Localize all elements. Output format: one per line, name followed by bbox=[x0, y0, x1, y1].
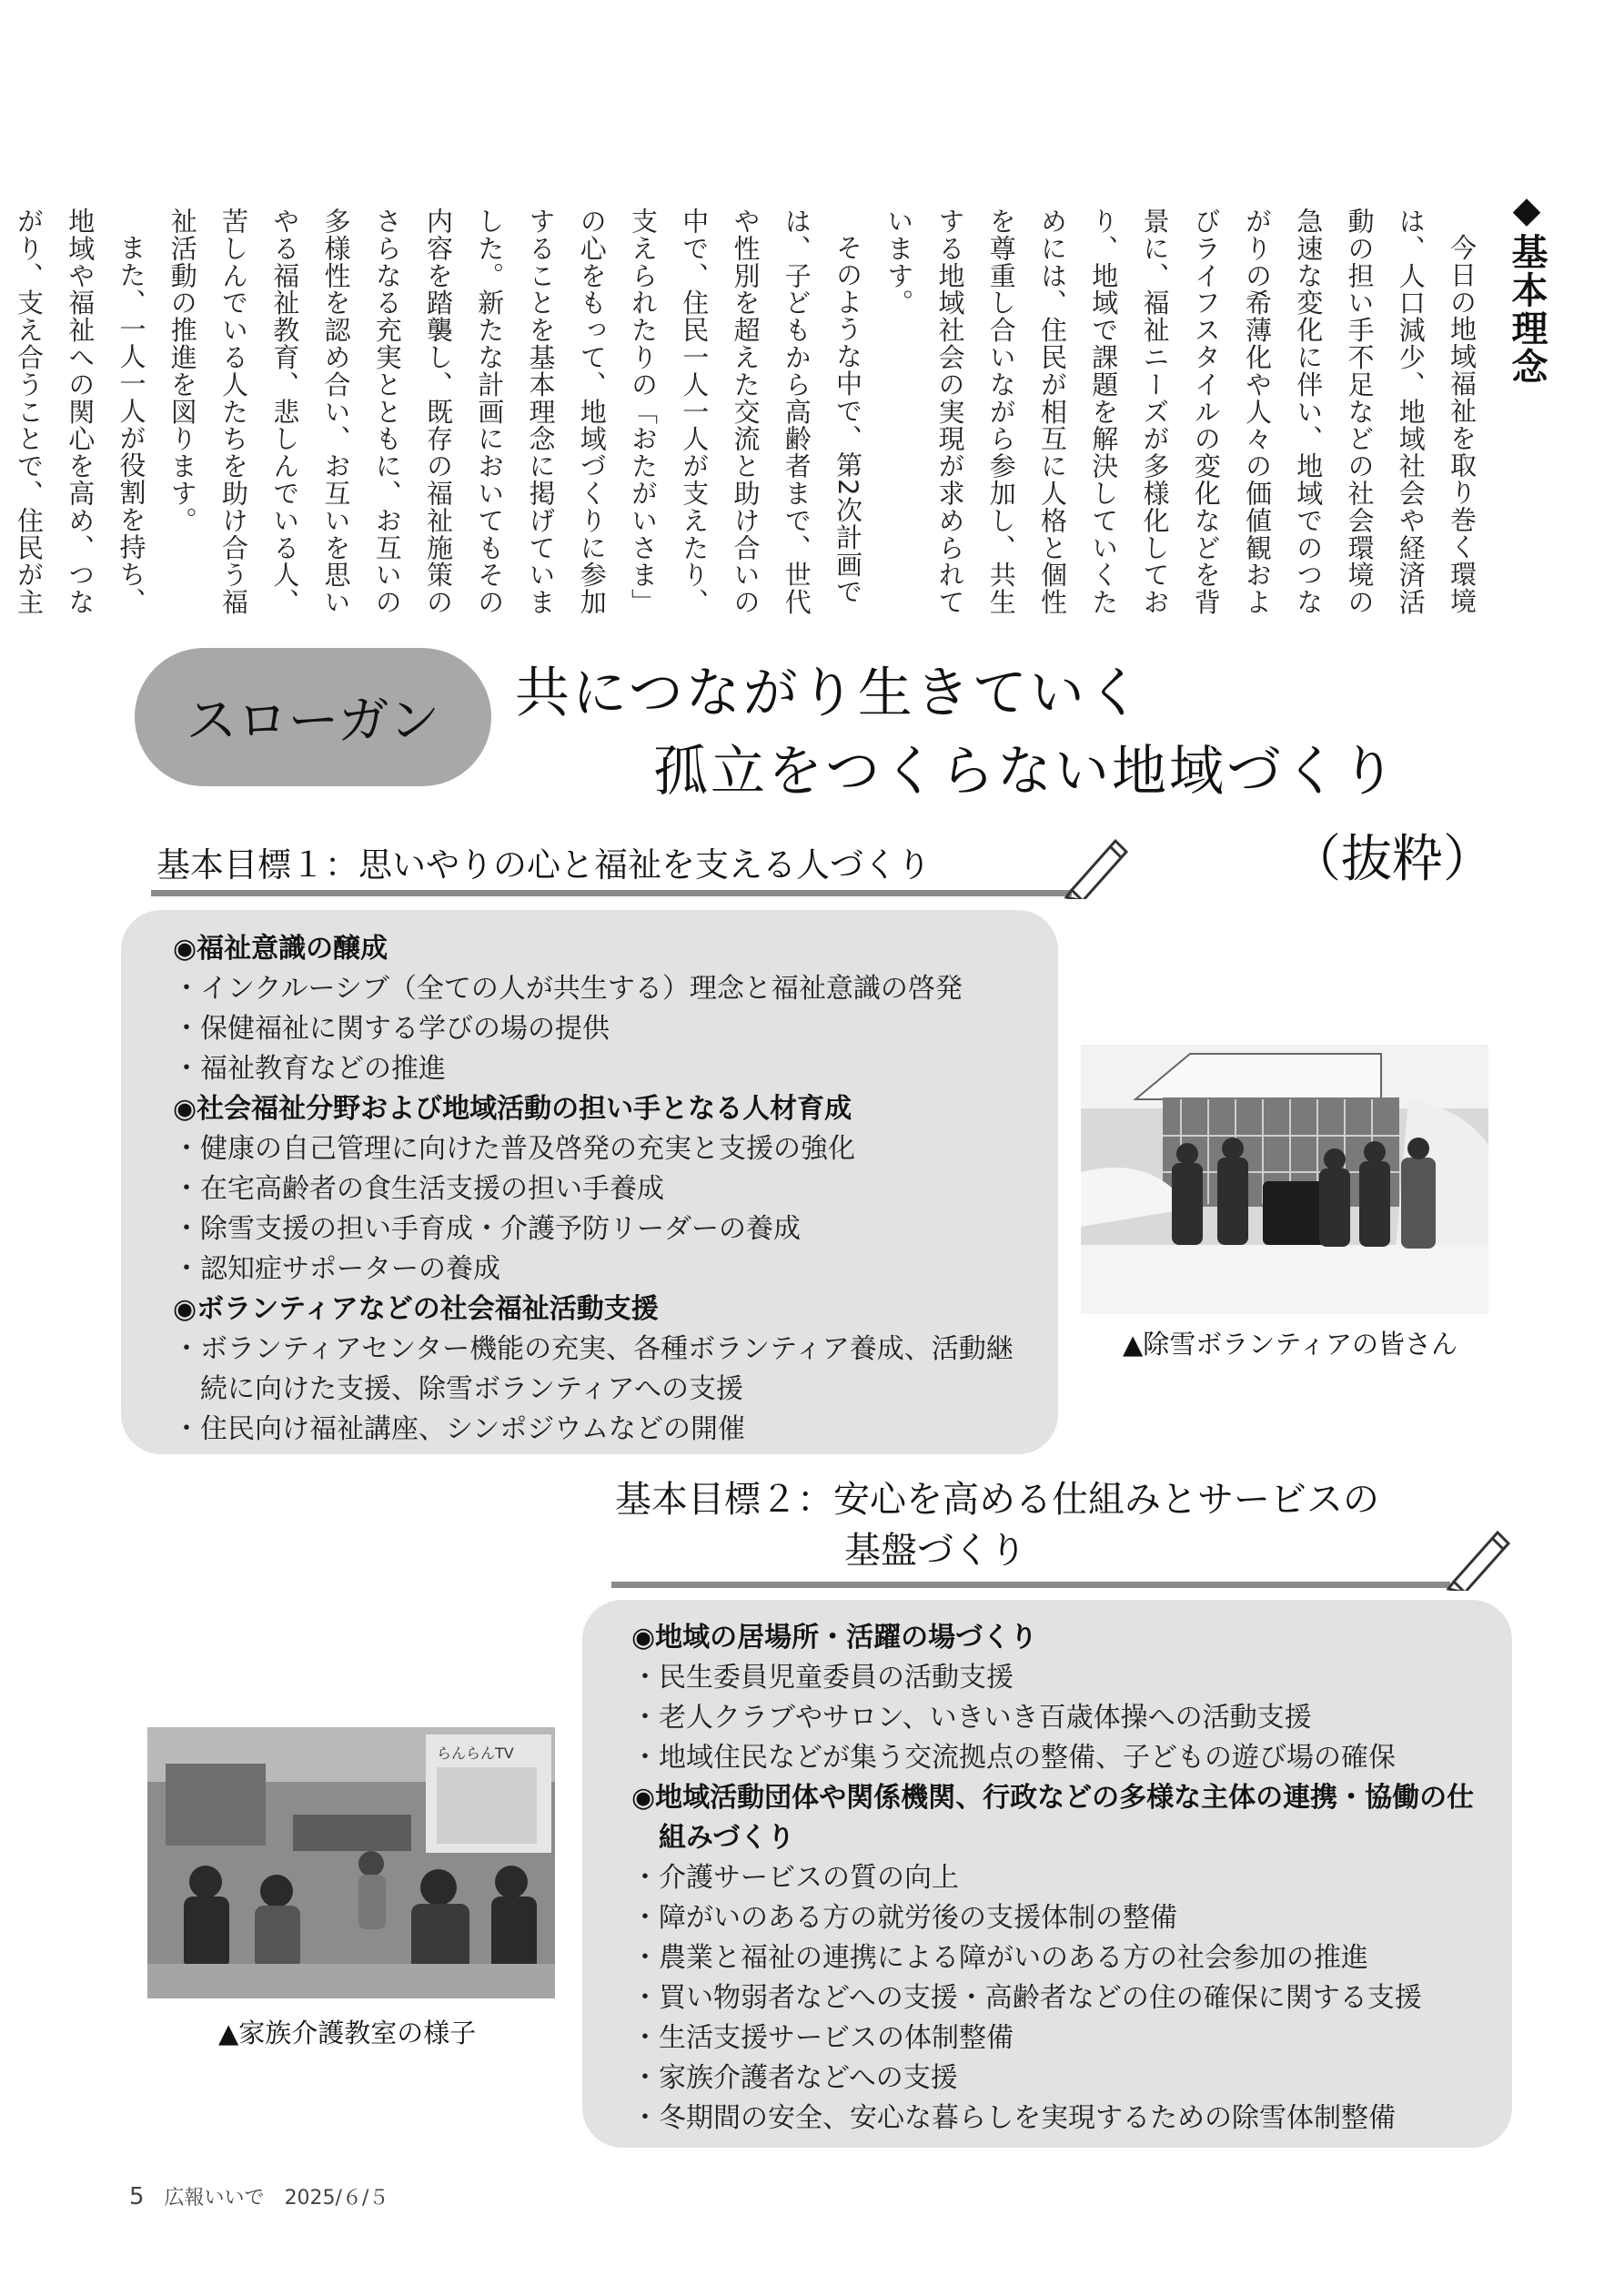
list-item: ・在宅高齢者の食生活支援の担い手養成 bbox=[173, 1173, 664, 1205]
goal2-title-line-2: 基盤づくり bbox=[844, 1530, 1026, 1572]
care-class-photo bbox=[147, 1727, 555, 1998]
slogan-label: スローガン bbox=[186, 692, 440, 751]
goal2-title-line-1: 基本目標２：安心を高める仕組みとサービスの bbox=[615, 1479, 1379, 1521]
principle-paragraph: 今日の地域福祉を取り巻く環境は、人口減少、地域社会や経済活動の担い手不足などの社会環境の急速な変化に伴い、地域でのつながりの希薄化や人々の価値観およびライフスタイルの変化などを背景に、福祉ニーズが多様化しており、地域で課題を解決していくためには、住民が相互に人格と個性を尊重し合いながら参加し、共生する地域社会の実現が求められています。 bbox=[883, 207, 1478, 616]
screen-title: らんらんTV bbox=[437, 1745, 514, 1762]
list-item: ・障がいのある方の就労後の支援体制の整備 bbox=[631, 1902, 1177, 1934]
snow-photo-caption: ▲除雪ボランティアの皆さん bbox=[1123, 1329, 1458, 1360]
list-item: ・ボランティアセンター機能の充実、各種ボランティア養成、活動継 bbox=[173, 1333, 1014, 1365]
list-item: ・民生委員児童委員の活動支援 bbox=[631, 1662, 1014, 1694]
goal2-section-heading: ◉地域の居場所・活躍の場づくり bbox=[631, 1622, 1038, 1654]
list-item: 続に向けた支援、除雪ボランティアへの支援 bbox=[173, 1373, 743, 1405]
goal1-section-heading: ◉ボランティアなどの社会福祉活動支援 bbox=[173, 1293, 659, 1325]
goal1-section-heading: ◉福祉意識の醸成 bbox=[173, 933, 388, 965]
list-item: ・地域住民などが集う交流拠点の整備、子どもの遊び場の確保 bbox=[631, 1742, 1396, 1774]
goal2-underline bbox=[611, 1582, 1450, 1588]
care-photo-caption: ▲家族介護教室の様子 bbox=[218, 2018, 477, 2048]
goal1-title: 基本目標１：思いやりの心と福祉を支える人づくり bbox=[156, 845, 931, 885]
list-item: ・除雪支援の担い手育成・介護予防リーダーの養成 bbox=[173, 1213, 801, 1245]
list-item: ・福祉教育などの推進 bbox=[173, 1053, 446, 1085]
list-item: ・住民向け福祉講座、シンポジウムなどの開催 bbox=[173, 1413, 745, 1445]
list-item: ・老人クラブやサロン、いきいき百歳体操への活動支援 bbox=[631, 1702, 1312, 1734]
pencil-icon bbox=[1445, 1518, 1516, 1591]
list-item: ・認知症サポーターの養成 bbox=[173, 1253, 500, 1285]
page-footer bbox=[129, 2182, 388, 2210]
slogan-note: （抜粋） bbox=[1290, 830, 1494, 889]
list-item: ・家族介護者などへの支援 bbox=[631, 2062, 958, 2094]
goal2-section-heading: ◉地域活動団体や関係機関、行政などの多様な主体の連携・協働の仕 bbox=[631, 1782, 1475, 1814]
publication-name: 広報いいで bbox=[164, 2187, 265, 2210]
page-number: 5 bbox=[129, 2183, 145, 2210]
snow-volunteer-photo bbox=[1081, 1045, 1488, 1314]
pencil-icon bbox=[1063, 826, 1134, 899]
list-item: ・インクルーシブ（全ての人が共生する）理念と福祉意識の啓発 bbox=[173, 973, 963, 1005]
issue-date: 2025/６/５ bbox=[284, 2187, 389, 2210]
slogan-line-1: 共につながり生きていく bbox=[515, 662, 1145, 725]
list-item: ・保健福祉に関する学びの場の提供 bbox=[173, 1013, 610, 1045]
list-item: ・生活支援サービスの体制整備 bbox=[631, 2022, 1014, 2054]
slogan-line-2: 孤立をつくらない地域づくり bbox=[653, 740, 1398, 804]
goal1-underline bbox=[151, 890, 1072, 896]
principle-paragraph: また、一人一人が役割を持ち、地域や福祉への関心を高め、つながり、支え合うことで、住民が主 bbox=[14, 207, 147, 616]
list-item: ・健康の自己管理に向けた普及啓発の充実と支援の強化 bbox=[173, 1133, 855, 1165]
principle-body bbox=[14, 207, 1488, 635]
list-item: ・介護サービスの質の向上 bbox=[631, 1862, 959, 1894]
goal1-section-heading: ◉社会福祉分野および地域活動の担い手となる人材育成 bbox=[173, 1093, 852, 1125]
list-item: ・冬期間の安全、安心な暮らしを実現するための除雪体制整備 bbox=[631, 2102, 1396, 2134]
list-item: ・農業と福祉の連携による障がいのある方の社会参加の推進 bbox=[631, 1942, 1368, 1974]
principle-heading: ◆基本理念 bbox=[1506, 189, 1548, 386]
principle-paragraph: そのような中で、第2次計画では、子どもから高齢者まで、世代や性別を超えた交流と助け合いの中で、住民一人一人が支えたり、支えられたりの「おたがいさま」の心をもって、地域づくりに参加することを基本理念に掲げていました。新たな計画においてもその内容を踏襲し、既存の福祉施策のさらなる充実とともに、お互いの多様性を認め合い、お互いを思いやる福祉教育、悲しんでいる人、苦しんでいる人たちを助け合う福祉活動の推進を図ります。 bbox=[166, 207, 863, 616]
slogan-badge bbox=[135, 648, 491, 786]
goal2-section-heading-cont: 組みづくり bbox=[631, 1822, 795, 1854]
list-item: ・買い物弱者などへの支援・高齢者などの住の確保に関する支援 bbox=[631, 1982, 1422, 2014]
